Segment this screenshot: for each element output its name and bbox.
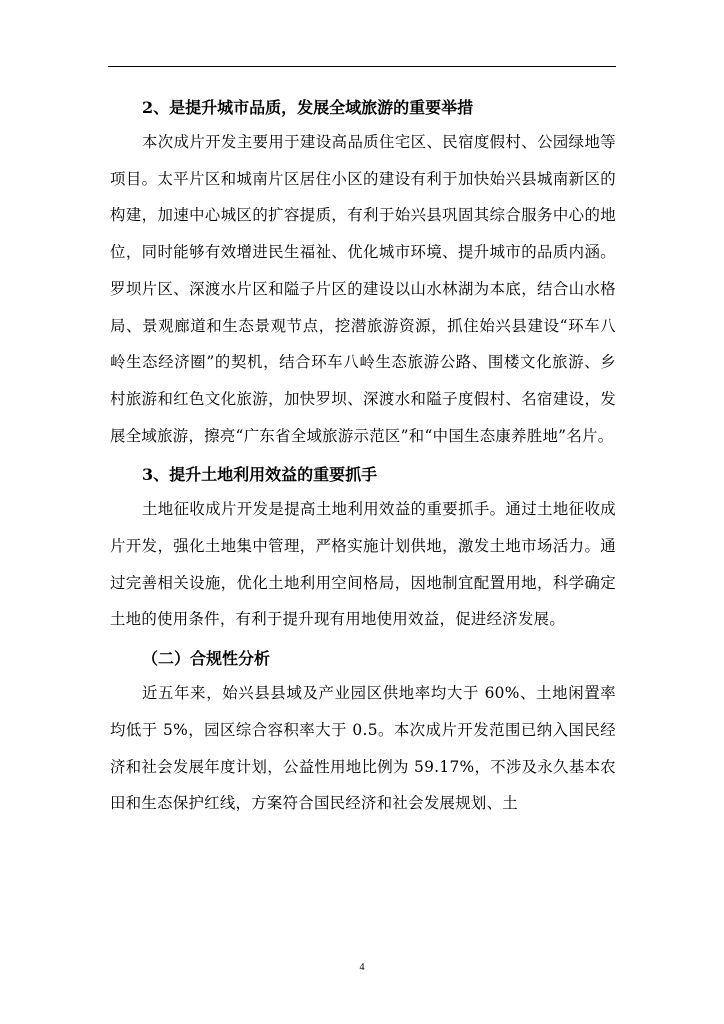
paragraph-compliance: 近五年来，始兴县县域及产业园区供地率均大于 60%、土地闲置率均低于 5%，园区综合容积率大于 0.5。本次成片开发范围已纳入国民经济和社会发展年度计划，公益性用地比例为 59.17%，不涉及永久基本农田和生态保护红线，方案符合国民经济和社会发展规划、土	[110, 684, 616, 813]
paragraph-land-use: 土地征收成片开发是提高土地利用效益的重要抓手。通过土地征收成片开发，强化土地集中管理，严格实施计划供地，激发土地市场活力。通过完善相关设施，优化土地利用空间格局，因地制宜配置用地，科学确定土地的使用条件，有利于提升现有用地使用效益，促进经济发展。	[110, 500, 616, 629]
header-rule	[108, 66, 616, 67]
section-heading-tourism: 2、是提升城市品质，发展全域旅游的重要举措	[142, 98, 474, 117]
page-body	[110, 92, 616, 822]
page-number: 4	[359, 962, 365, 973]
paragraph-tourism: 本次成片开发主要用于建设高品质住宅区、民宿度假村、公园绿地等项目。太平片区和城南片区居住小区的建设有利于加快始兴县城南新区的构建，加速中心城区的扩容提质，有利于始兴县巩固其综合服务中心的地位，同时能够有效增进民生福祉、优化城市环境、提升城市的品质内涵。罗坝片区、深渡水片区和隘子片区的建设以山水林湖为本底，结合山水格局、景观廊道和生态景观节点，挖潜旅游资源，抓住始兴县建设“环车八岭生态经济圈”的契机，结合环车八岭生态旅游公路、围楼文化旅游、乡村旅游和红色文化旅游，加快罗坝、深渡水和隘子度假村、名宿建设，发展全域旅游，擦亮“广东省全域旅游示范区”和“中国生态康养胜地”名片。	[110, 133, 616, 445]
section-heading-compliance: （二）合规性分析	[142, 649, 271, 669]
section-heading-land-use: 3、提升土地利用效益的重要抓手	[142, 465, 378, 485]
